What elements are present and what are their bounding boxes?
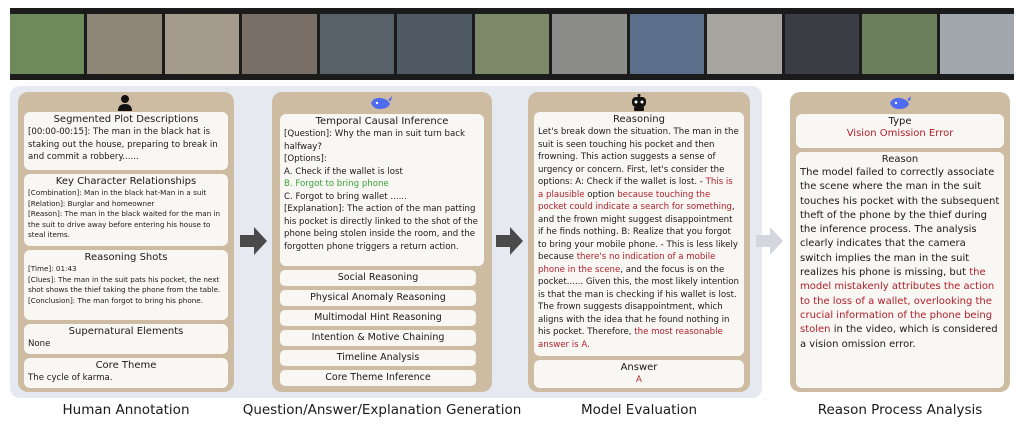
type-card xyxy=(796,114,1004,148)
robot-icon xyxy=(629,94,649,112)
relationships-card xyxy=(24,174,228,246)
arrow-right-icon xyxy=(756,226,784,256)
reasoning-shots-card xyxy=(24,250,228,320)
category-timeline-analysis: Timeline Analysis xyxy=(280,350,476,366)
relationship-line: [Relation]: Burglar and homeowner xyxy=(28,198,155,208)
reasoning-text xyxy=(538,126,740,351)
caption-human-annotation: Human Annotation xyxy=(62,402,190,418)
reasoning-highlight: This is a plausible xyxy=(538,177,733,200)
type-value: Vision Omission Error xyxy=(846,128,954,139)
supernatural-title: Supernatural Elements xyxy=(68,326,184,337)
reasoning-highlight: because touching the pocket could indicate a search for something xyxy=(538,189,732,212)
reasoning-part: option xyxy=(584,189,618,200)
core-theme-title: Core Theme xyxy=(95,360,157,371)
category-core-theme: Core Theme Inference xyxy=(280,370,476,386)
whale-icon xyxy=(369,95,393,111)
relationship-line: [Combination]: Man in the black hat-Man in a suit xyxy=(28,188,207,197)
reason-title: Reason xyxy=(881,154,919,165)
reason-text xyxy=(800,166,1000,352)
qa-explanation: [Explanation]: The action of the man patting his pocket is directly linked to the shot of the phone being stolen inside the room, and the forgotten phone triggers a return action. xyxy=(284,204,478,252)
arrow-right-icon xyxy=(240,226,268,256)
reasoning-highlight: there's no indication of a mobile phone in the scene xyxy=(538,252,716,275)
shot-line: [Time]: 01:43 xyxy=(28,264,77,273)
plot-descriptions-title: Segmented Plot Descriptions xyxy=(53,114,199,125)
supernatural-card xyxy=(24,324,228,354)
qa-option-c: C. Forgot to bring wallet ...... xyxy=(284,191,407,202)
relationships-title: Key Character Relationships xyxy=(55,176,197,187)
video-frame xyxy=(862,14,936,74)
video-filmstrip xyxy=(10,8,1014,80)
reasoning-card xyxy=(534,112,744,356)
reasoning-shots-title: Reasoning Shots xyxy=(84,252,168,263)
qa-option-b-correct: B. Forgot to bring phone xyxy=(284,179,389,189)
caption-reason-analysis: Reason Process Analysis xyxy=(817,402,983,418)
reasoning-part: , and the frown might suggest disappointment if he finds nothing. B: Realize that you forgot to bring your mobile phone. - This is less likely because xyxy=(538,202,738,262)
category-multimodal-hint: Multimodal Hint Reasoning xyxy=(280,310,476,326)
plot-descriptions-text: [00:00-00:15]: The man in the black hat is staking out the house, preparing to break in and commit a robbery...... xyxy=(28,127,218,162)
answer-card xyxy=(534,360,744,388)
core-theme-card xyxy=(24,358,228,388)
reason-part: The model failed to correctly associate the scene where the man in the suit touches his pocket with the subsequent theft of the phone by the thief during the inference process. The analysis clearly indicates that the camera switch implies the man in the suit realizes his phone is missing, but xyxy=(800,167,1000,279)
video-frame xyxy=(785,14,859,74)
qa-generation-column xyxy=(272,92,492,392)
reasoning-part: Let's break down the situation. The man in the suit is seen touching his pocket and then frowning. This action suggests a sense of urgency or concern. First, let's consider the options: A: Check if the wallet is lost. - xyxy=(538,127,739,187)
answer-value: A xyxy=(636,375,642,385)
video-frame xyxy=(475,14,549,74)
reason-analysis-column xyxy=(790,92,1010,392)
answer-title: Answer xyxy=(620,362,658,373)
person-icon xyxy=(116,94,134,112)
video-frame xyxy=(320,14,394,74)
reason-part: in the video, which is considered a vision omission error. xyxy=(800,324,998,350)
category-intention-motive: Intention & Motive Chaining xyxy=(280,330,476,346)
core-theme-text: The cycle of karma. xyxy=(28,373,113,383)
category-physical-anomaly: Physical Anomaly Reasoning xyxy=(280,290,476,306)
qa-title: Temporal Causal Inference xyxy=(315,116,449,127)
reasoning-highlight: the most reasonable answer is A. xyxy=(538,327,723,350)
type-title: Type xyxy=(888,116,912,127)
video-frame xyxy=(630,14,704,74)
video-frame xyxy=(87,14,161,74)
video-frame xyxy=(397,14,471,74)
qa-question: [Question]: Why the man in suit turn back halfway? xyxy=(284,129,465,152)
reasoning-part: , and the focus is on the pocket...... Given this, the most likely intention is that the man is checking if his wallet is lost. The frown suggests disappointment, which aligns with the idea that he found nothing in his pocket. Therefore, xyxy=(538,264,740,337)
arrow-right-icon xyxy=(496,226,524,256)
whale-icon xyxy=(888,95,912,111)
category-social-reasoning: Social Reasoning xyxy=(280,270,476,286)
qa-card xyxy=(280,114,484,266)
reason-highlight: the model mistakenly attributes the action to the loss of a wallet, overlooking the crucial information of the phone being stolen xyxy=(800,267,995,336)
shot-line: [Conclusion]: The man forgot to bring his phone. xyxy=(28,295,203,305)
video-frame xyxy=(940,14,1014,74)
video-frame xyxy=(10,14,84,74)
model-evaluation-column xyxy=(528,92,750,392)
qa-options-label: [Options]: xyxy=(284,154,327,164)
caption-qa-generation: Question/Answer/Explanation Generation xyxy=(242,402,522,418)
human-annotation-column xyxy=(18,92,234,392)
qa-option-a: A. Check if the wallet is lost xyxy=(284,166,403,177)
video-frame xyxy=(165,14,239,74)
caption-model-evaluation: Model Evaluation xyxy=(580,402,698,418)
video-frame xyxy=(552,14,626,74)
supernatural-text: None xyxy=(28,339,51,349)
video-frame xyxy=(242,14,316,74)
reasoning-title: Reasoning xyxy=(613,114,665,125)
relationship-line: [Reason]: The man in the black waited for the man in the suit to drive away before entering his house to steal items. xyxy=(28,209,221,239)
reason-card xyxy=(796,152,1004,388)
shot-line: [Clues]: The man in the suit pats his pocket, the next shot shows the thief taking the phone from the table. xyxy=(28,274,221,294)
plot-descriptions-card xyxy=(24,112,228,170)
video-frame xyxy=(707,14,781,74)
